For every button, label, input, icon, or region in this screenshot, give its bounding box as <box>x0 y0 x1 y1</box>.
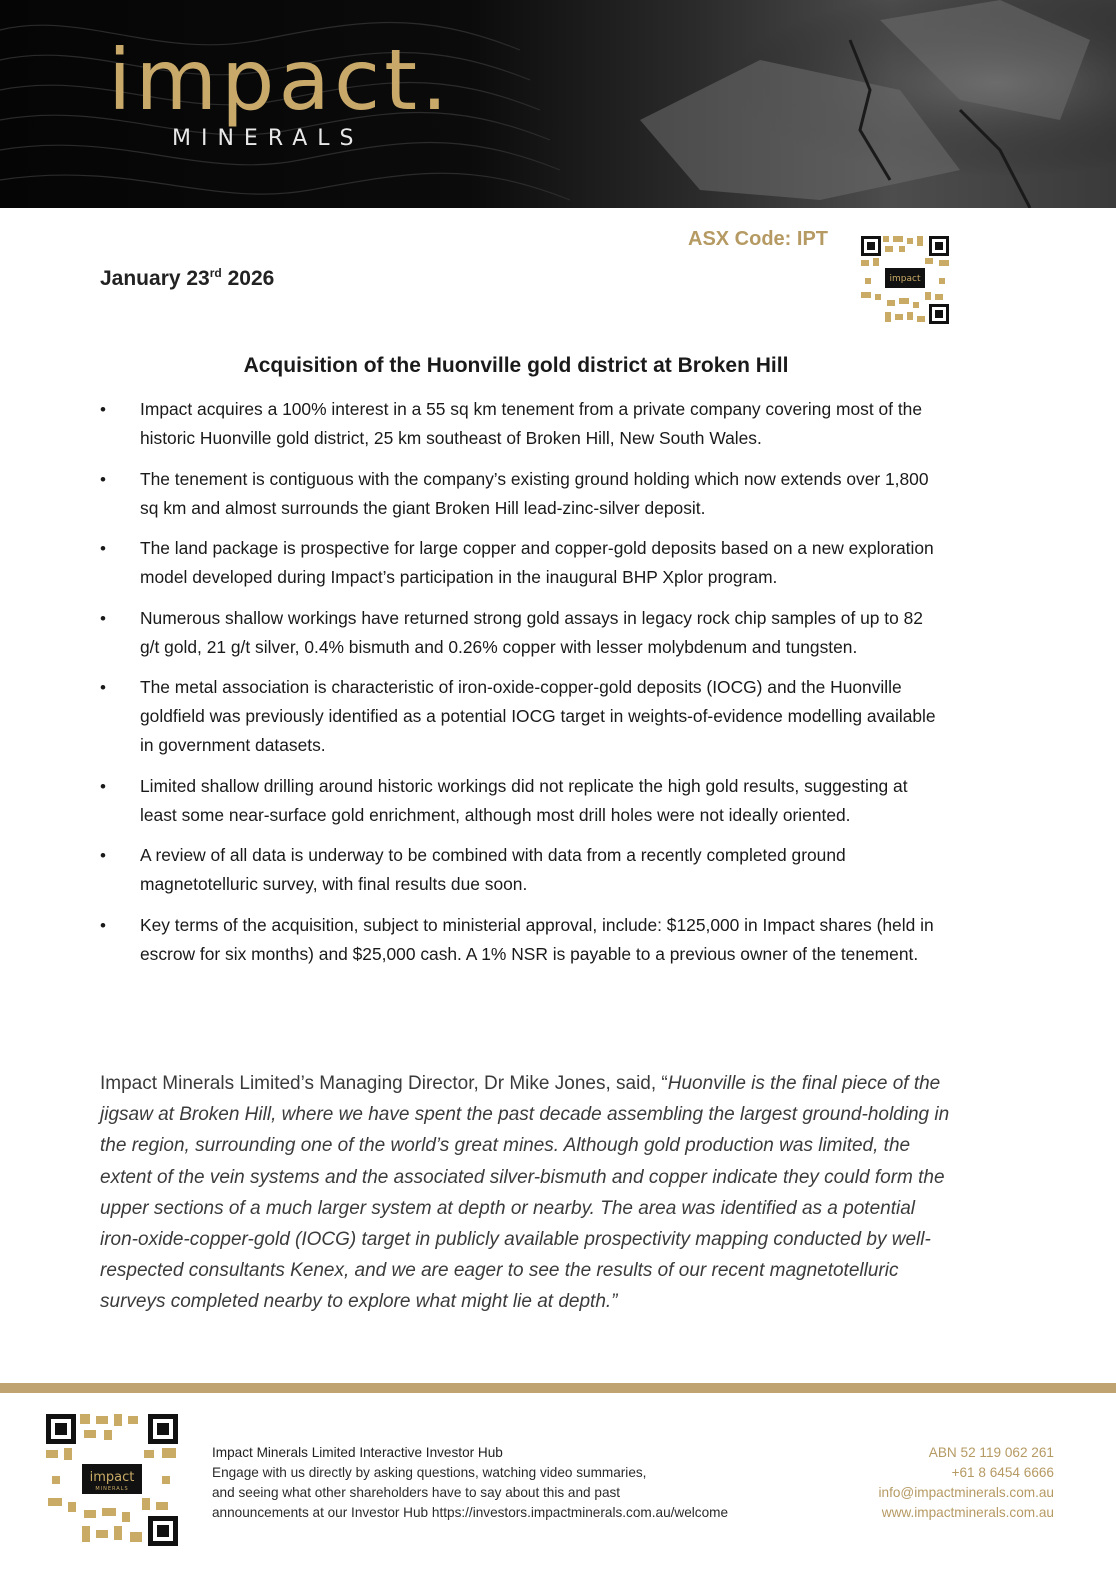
date-year: 2026 <box>221 267 275 290</box>
investor-hub-text <box>212 1443 728 1523</box>
list-item: • The tenement is contiguous with the company’s existing ground holding which now extends over 1,800 sq km and almost surrounds the giant Broken Hill lead-zinc-silver deposit. <box>100 465 940 523</box>
phone-number[interactable]: +61 8 6454 6666 <box>951 1465 1054 1480</box>
list-item: • Impact acquires a 100% interest in a 55 sq km tenement from a private company covering most of the historic Huonville gold district, 25 km southeast of Broken Hill, New South Wales. <box>100 395 940 453</box>
company-logo-subtitle: MINERALS <box>172 126 364 151</box>
company-logo-wordmark: impact. <box>108 31 452 129</box>
investor-hub-line: Engage with us directly by asking questions, watching video summaries, <box>212 1465 647 1480</box>
qr-code-footer[interactable] <box>44 1412 180 1548</box>
qr-code-top[interactable] <box>859 234 951 326</box>
announcement-date <box>100 266 274 291</box>
header-banner <box>0 0 1116 208</box>
managing-director-quote <box>100 1068 950 1318</box>
abn-number: ABN 52 119 062 261 <box>928 1445 1054 1460</box>
quote-text: Huonville is the final piece of the jigsaw at Broken Hill, where we have spent the past decade assembling the largest ground-holding in the region, surrounding one of the world’s great mines. Although gold production was limited, the extent of the vein systems and the associated silver-bismuth and copper indicate they could form the upper sections of a much larger system at depth or nearby. The area was identified as a potential iron-oxide-copper-gold (IOCG) target in publicly available prospectivity mapping conducted by well-respected consultants Kenex, and we are eager to see the results of our recent magnetotelluric surveys completed nearby to explore what might lie at depth.” <box>100 1073 950 1313</box>
contact-details <box>879 1443 1054 1523</box>
list-item: • Key terms of the acquisition, subject to ministerial approval, include: $125,000 in Impact shares (held in escrow for six months) and $25,000 cash. A 1% NSR is payable to a previous owner of the tenement. <box>100 911 940 969</box>
list-item: • Limited shallow drilling around historic workings did not replicate the high gold results, suggesting at least some near-surface gold enrichment, although most drill holes were not ideally oriented. <box>100 772 940 830</box>
footer-divider <box>0 1383 1116 1393</box>
website-link[interactable]: www.impactminerals.com.au <box>881 1505 1054 1520</box>
asx-code: ASX Code: IPT <box>688 228 829 250</box>
page-title: Acquisition of the Huonville gold district at Broken Hill <box>243 354 789 377</box>
email-link[interactable]: info@impactminerals.com.au <box>878 1485 1054 1500</box>
qr-top-logo-text: impact <box>889 274 921 284</box>
date-suffix: rd <box>209 266 222 280</box>
list-item: • The metal association is characteristic of iron-oxide-copper-gold deposits (IOCG) and the Huonville goldfield was previously identified as a potential IOCG target in weights-of-evidence modelling available in government datasets. <box>100 673 940 760</box>
investor-hub-link[interactable]: announcements at our Investor Hub https://investors.impactminerals.com.au/welcome <box>212 1505 729 1520</box>
investor-hub-line: and seeing what other shareholders have to say about this and past <box>212 1485 621 1500</box>
list-item: • A review of all data is underway to be combined with data from a recently completed ground magnetotelluric survey, with final results due soon. <box>100 841 940 899</box>
qr-footer-logo-sub: MINERALS <box>95 1486 129 1492</box>
quote-intro: Impact Minerals Limited’s Managing Director, Dr Mike Jones, said, “ <box>100 1073 668 1094</box>
date-day: January 23 <box>100 267 210 290</box>
list-item: • The land package is prospective for large copper and copper-gold deposits based on a new exploration model developed during Impact’s participation in the inaugural BHP Xplor program. <box>100 534 940 592</box>
list-item: • Numerous shallow workings have returned strong gold assays in legacy rock chip samples of up to 82 g/t gold, 21 g/t silver, 0.4% bismuth and 0.26% copper with lesser molybdenum and tungsten. <box>100 604 940 662</box>
investor-hub-title: Impact Minerals Limited Interactive Investor Hub <box>212 1445 503 1460</box>
highlights-list <box>100 395 940 980</box>
qr-footer-logo-text: impact <box>89 1470 135 1485</box>
